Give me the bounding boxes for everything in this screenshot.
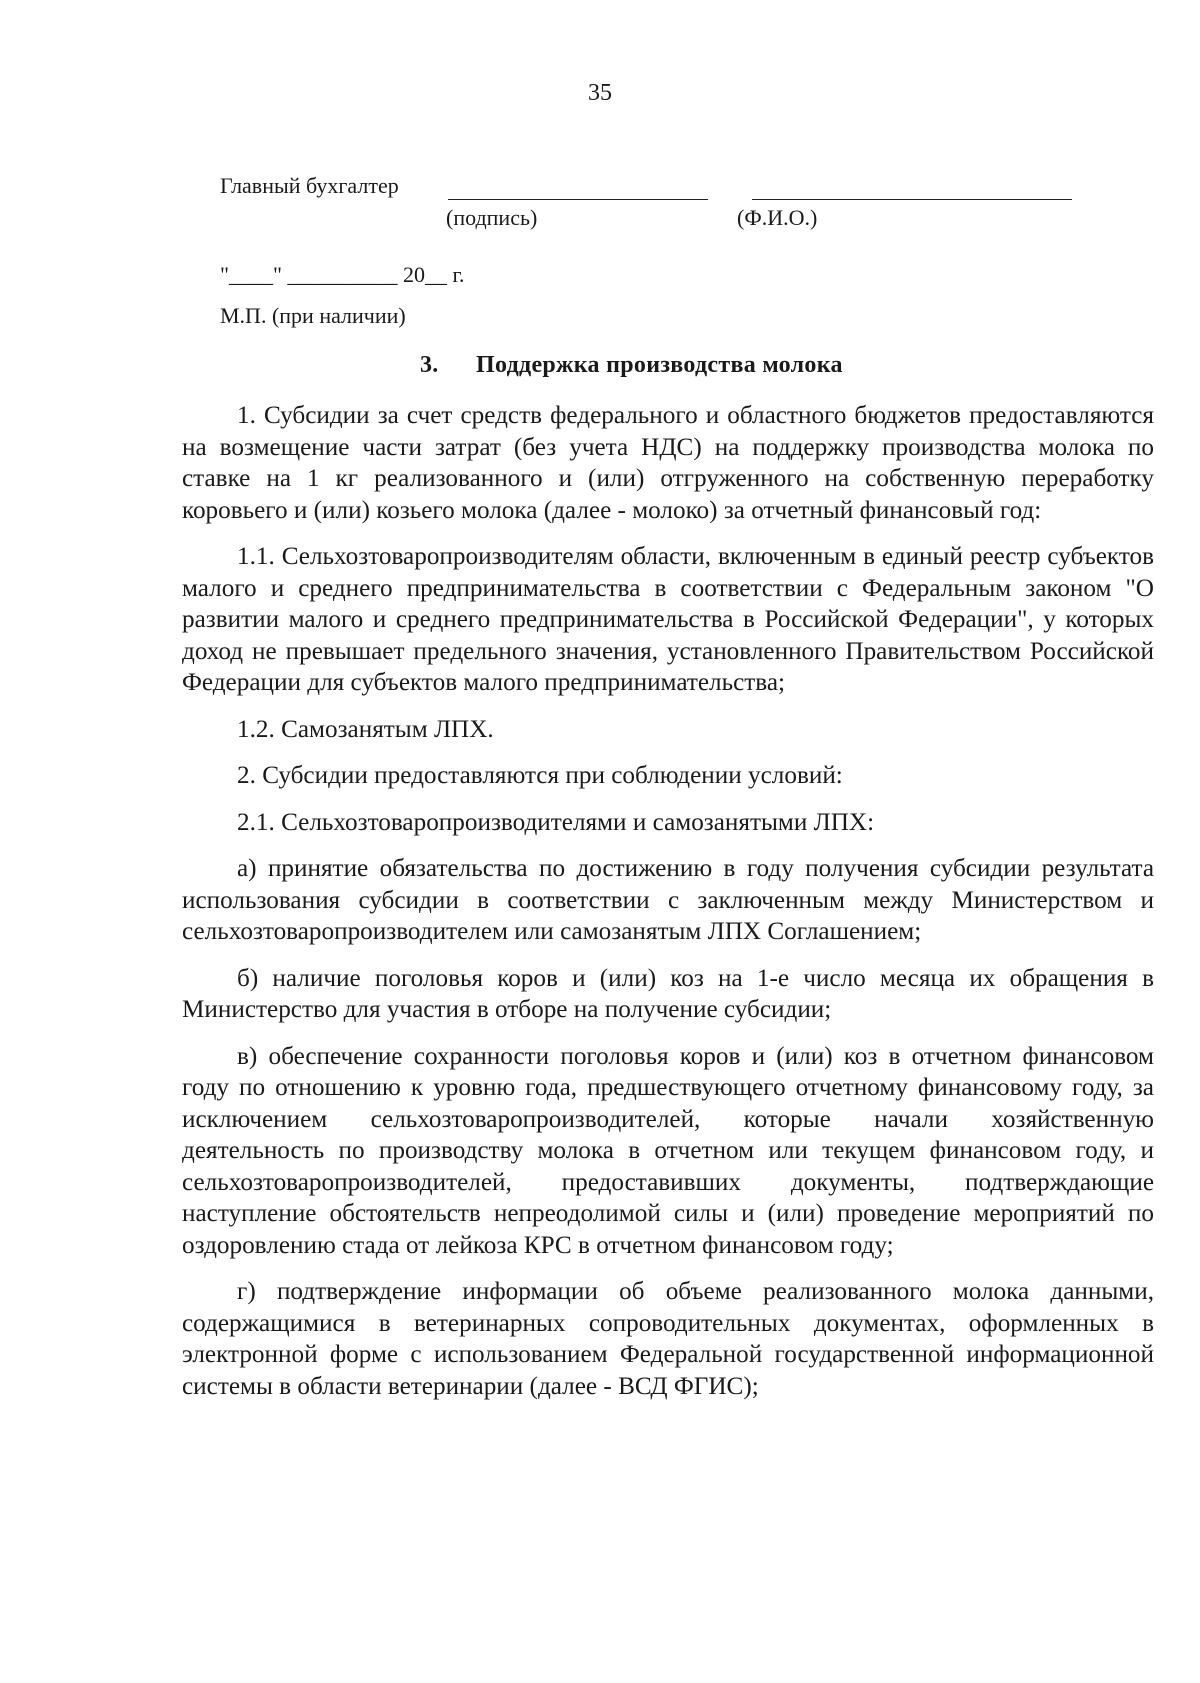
document-body bbox=[182, 400, 1154, 1417]
paragraph: 1.2. Самозанятым ЛПХ. bbox=[237, 715, 494, 743]
name-line bbox=[752, 199, 1072, 200]
paragraph: а) принятие обязательства по достижению в году получения субсидии результата использования субсидии в соответствии с заключенным между Министерством и сельхозтоваропроизводителем или самозанятым ЛПХ Соглашением; bbox=[182, 855, 1154, 945]
section-heading bbox=[420, 352, 843, 379]
paragraph: в) обеспечение сохранности поголовья коров и (или) коз в отчетном финансовом году по отношению к уровню года, предшествующего отчетному финансовому году, за исключением сельхозтоваропроизводителей, которые начали хозяйственную деятельность по производству молока в отчетном или текущем финансовом году, и сельхозтоваропроизводителей, предоставивших документы, подтверждающие наступление обстоятельств непреодолимой силы и (или) проведение мероприятий по оздоровлению стада от лейкоза КРС в отчетном финансовом году; bbox=[182, 1042, 1154, 1259]
signature-role: Главный бухгалтер bbox=[220, 173, 399, 198]
signature-caption: (подпись) bbox=[446, 205, 538, 230]
section-title: Поддержка производства молока bbox=[476, 352, 843, 378]
stamp-note: М.П. (при наличии) bbox=[220, 303, 406, 328]
signature-line bbox=[448, 199, 708, 200]
paragraph: 1. Субсидии за счет средств федерального и областного бюджетов предоставляются на возмещение части затрат (без учета НДС) на поддержку производства молока по ставке на 1 кг реализованного и (или) отгруженного на собственную переработку коровьего и (или) козьего молока (далее - молоко) за отчетный финансовый год: bbox=[182, 402, 1154, 524]
name-caption: (Ф.И.О.) bbox=[737, 205, 818, 230]
paragraph: 2.1. Сельхозтоваропроизводителями и самозанятыми ЛПХ: bbox=[237, 808, 875, 836]
section-number: 3. bbox=[420, 352, 439, 378]
paragraph: 1.1. Сельхозтоваропроизводителям области, включенным в единый реестр субъектов малого и среднего предпринимательства в соответствии с Федеральным законом "О развитии малого и среднего предпринимательства в Российской Федерации", у которых доход не превышает предельного значения, установленного Правительством Российской Федерации для субъектов малого предпринимательства; bbox=[182, 543, 1154, 696]
paragraph: б) наличие поголовья коров и (или) коз на 1-е число месяца их обращения в Министерство для участия в отборе на получение субсидии; bbox=[182, 964, 1154, 1023]
date-line: "____" __________ 20__ г. bbox=[220, 262, 465, 287]
paragraph: 2. Субсидии предоставляются при соблюдении условий: bbox=[237, 762, 843, 789]
paragraph: г) подтверждение информации об объеме реализованного молока данными, содержащимися в ветеринарных сопроводительных документах, оформленных в электронной форме с использованием Федеральной государственной информационной системы в области ветеринарии (далее - ВСД ФГИС); bbox=[182, 1278, 1154, 1400]
page-number: 35 bbox=[588, 80, 612, 106]
